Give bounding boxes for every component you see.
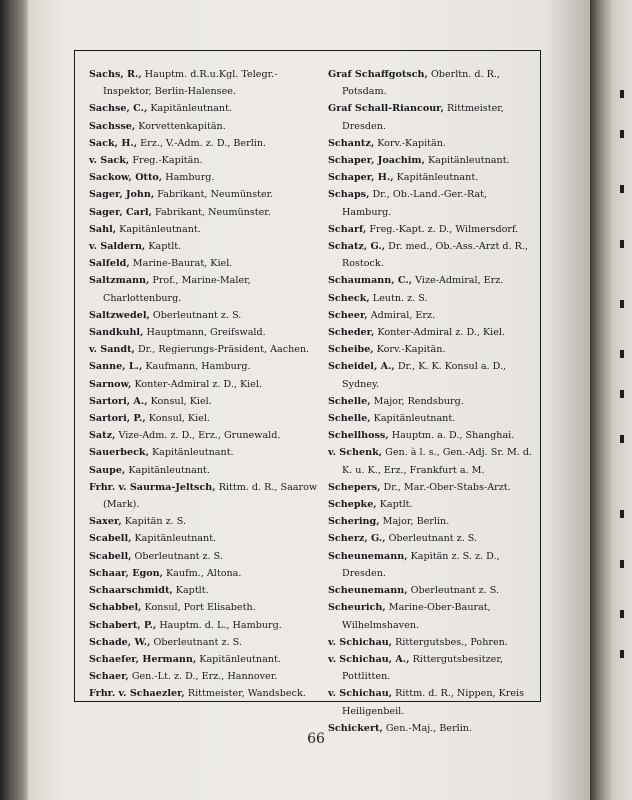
directory-entry bbox=[89, 307, 321, 324]
page-edge-mark bbox=[620, 560, 624, 568]
directory-entry bbox=[328, 496, 534, 513]
entry-name: Schaarschmidt, bbox=[89, 585, 173, 597]
entry-name: Schaps, bbox=[328, 189, 370, 201]
directory-entry bbox=[89, 685, 321, 702]
entry-description: Kapitänleutnant. bbox=[134, 533, 217, 545]
directory-entry bbox=[328, 272, 534, 289]
directory-entry bbox=[89, 152, 321, 169]
entry-name: Schade, W., bbox=[89, 636, 151, 648]
entry-description: Hauptmann, Greifswald. bbox=[146, 327, 266, 339]
entry-description: Admiral, Erz. bbox=[370, 309, 436, 321]
entry-description: Rittmeister, Wandsbeck. bbox=[187, 688, 306, 700]
directory-entry bbox=[89, 548, 321, 565]
entry-name: Schepers, bbox=[328, 481, 381, 493]
entry-name: v. Schenk, bbox=[328, 447, 383, 459]
page-edge-mark bbox=[620, 90, 624, 98]
directory-entry bbox=[89, 599, 321, 616]
entry-description: Konter-Admiral z. D., Kiel. bbox=[377, 327, 505, 339]
entry-name: v. Schichau, bbox=[328, 636, 393, 648]
directory-entry bbox=[89, 668, 321, 685]
entry-name: Salfeld, bbox=[89, 258, 130, 270]
entry-name: Sandkuhl, bbox=[89, 327, 144, 339]
entry-name: Schaper, Joachim, bbox=[328, 155, 425, 167]
directory-entry bbox=[89, 341, 321, 358]
directory-entry bbox=[89, 617, 321, 634]
entry-name: Scherz, G., bbox=[328, 533, 386, 545]
adjacent-page-edge bbox=[590, 0, 632, 800]
directory-entry bbox=[89, 565, 321, 582]
entry-description: Major, Berlin. bbox=[382, 516, 450, 528]
entry-name: Saltzwedel, bbox=[89, 309, 150, 321]
directory-entry bbox=[328, 393, 534, 410]
entry-description: Vize-Admiral, Erz. bbox=[415, 275, 504, 287]
page-edge-mark bbox=[620, 650, 624, 658]
entry-description: Hauptm. d.R.u.Kgl. Telegr.-Inspektor, Berlin-Halensee. bbox=[103, 69, 278, 98]
directory-entry bbox=[89, 410, 321, 427]
directory-entry bbox=[89, 582, 321, 599]
entry-name: Schepke, bbox=[328, 499, 377, 511]
directory-entry bbox=[328, 410, 534, 427]
directory-entry bbox=[89, 444, 321, 461]
entry-description: Freg.-Kapt. z. D., Wilmersdorf. bbox=[369, 223, 519, 235]
entry-name: Graf Schall-Riancour, bbox=[328, 103, 444, 115]
entry-description: Kaufmann, Hamburg. bbox=[145, 361, 251, 373]
directory-entry bbox=[89, 100, 321, 117]
page-edge-mark bbox=[620, 610, 624, 618]
entry-description: Dr., Mar.-Ober-Stabs-Arzt. bbox=[383, 481, 511, 493]
entry-name: Sartori, P., bbox=[89, 413, 146, 425]
directory-entry bbox=[328, 582, 534, 599]
entry-name: Sartori, A., bbox=[89, 395, 148, 407]
entry-description: Leutn. z. S. bbox=[372, 292, 428, 304]
entry-description: Kapitänleutnant. bbox=[128, 464, 210, 476]
entry-name: Sanne, L., bbox=[89, 361, 143, 373]
directory-entry bbox=[89, 513, 321, 530]
entry-description: Korv.-Kapitän. bbox=[377, 137, 446, 149]
page-edge-mark bbox=[620, 300, 624, 308]
directory-entry bbox=[328, 324, 534, 341]
directory-entry bbox=[328, 427, 534, 444]
directory-entry bbox=[89, 634, 321, 651]
entry-description: Rittergutsbesitzer, Pottlitten. bbox=[342, 653, 503, 683]
directory-entry bbox=[328, 100, 534, 134]
entry-description: Rittmeister, Dresden. bbox=[342, 103, 504, 132]
directory-entry bbox=[89, 238, 321, 255]
entry-name: Schatz, G., bbox=[328, 241, 386, 253]
directory-entry bbox=[89, 255, 321, 272]
directory-entry bbox=[328, 358, 534, 392]
directory-entry bbox=[328, 186, 534, 220]
directory-entry bbox=[328, 479, 534, 496]
entry-name: Schaumann, C., bbox=[328, 275, 413, 287]
entry-name: Sachs, R., bbox=[89, 69, 142, 80]
entry-description: Hamburg. bbox=[165, 172, 215, 184]
page-edge-mark bbox=[620, 390, 624, 398]
entry-name: Frhr. v. Saurma-Jeltsch, bbox=[89, 481, 216, 493]
entry-name: Scheibe, bbox=[328, 344, 374, 356]
entry-description: Oberleutnant z. S. bbox=[388, 533, 478, 545]
entry-name: Saltzmann, bbox=[89, 275, 150, 287]
directory-entry bbox=[328, 152, 534, 169]
entry-description: Kapitänleutnant. bbox=[199, 653, 281, 665]
page-edge-mark bbox=[620, 435, 624, 443]
entry-description: Konsul, Kiel. bbox=[150, 395, 212, 407]
directory-entry bbox=[328, 290, 534, 307]
entry-name: Scheck, bbox=[328, 292, 370, 304]
directory-entry bbox=[89, 135, 321, 152]
entry-description: Kapitänleutnant. bbox=[151, 447, 234, 459]
directory-entry bbox=[89, 204, 321, 221]
entry-name: Schellhoss, bbox=[328, 430, 389, 442]
entry-name: Sarnow, bbox=[89, 378, 132, 390]
entry-name: v. Saldern, bbox=[89, 241, 146, 253]
entry-name: v. Sandt, bbox=[89, 344, 135, 356]
entry-name: Scheer, bbox=[328, 309, 368, 321]
entry-description: Kapitän z. S. bbox=[124, 516, 187, 528]
directory-entry bbox=[89, 479, 321, 513]
entry-name: Schering, bbox=[328, 516, 380, 528]
entry-name: Schaar, Egon, bbox=[89, 567, 163, 579]
entry-name: v. Sack, bbox=[89, 155, 130, 167]
directory-entry bbox=[89, 272, 321, 306]
entry-name: Scabell, bbox=[89, 533, 132, 545]
entry-name: Schabert, P., bbox=[89, 619, 157, 631]
entry-description: Rittm. d. R., Saarow (Mark). bbox=[103, 481, 318, 511]
entry-description: Marine-Ober-Baurat, Wilhelmshaven. bbox=[342, 602, 491, 631]
entry-description: Fabrikant, Neumünster. bbox=[157, 189, 274, 201]
entry-name: Graf Schaffgotsch, bbox=[328, 69, 428, 80]
entry-description: Freg.-Kapitän. bbox=[132, 155, 203, 167]
entry-description: Kaptlt. bbox=[379, 499, 413, 511]
entry-name: Schaefer, Hermann, bbox=[89, 653, 197, 665]
entry-description: Rittergutsbes., Pohren. bbox=[395, 636, 508, 648]
entry-description: Vize-Adm. z. D., Erz., Grunewald. bbox=[118, 430, 281, 442]
entry-description: Kaufm., Altona. bbox=[166, 567, 242, 579]
entry-description: Erz., V.-Adm. z. D., Berlin. bbox=[140, 137, 267, 149]
entry-name: Sack, H., bbox=[89, 137, 138, 149]
directory-entry bbox=[89, 393, 321, 410]
entry-description: Marine-Baurat, Kiel. bbox=[132, 258, 233, 270]
entry-description: Hauptm. a. D., Shanghai. bbox=[391, 430, 515, 442]
directory-entry bbox=[89, 221, 321, 238]
entry-name: Schelle, bbox=[328, 413, 371, 425]
directory-entry bbox=[89, 376, 321, 393]
directory-entry bbox=[328, 634, 534, 651]
entry-name: Sahl, bbox=[89, 223, 117, 235]
directory-entry bbox=[328, 135, 534, 152]
entry-name: Scheunemann, bbox=[328, 585, 408, 597]
entry-description: Konsul, Port Elisabeth. bbox=[144, 602, 256, 614]
directory-entry bbox=[328, 599, 534, 633]
entry-name: v. Schichau, bbox=[328, 688, 393, 700]
directory-entry bbox=[89, 324, 321, 341]
entry-description: Kapitänleutnant. bbox=[119, 223, 201, 235]
entry-description: Dr. med., Ob.-Ass.-Arzt d. R., Rostock. bbox=[342, 241, 528, 270]
entry-name: Saupe, bbox=[89, 464, 126, 476]
entry-name: Satz, bbox=[89, 430, 116, 442]
page-number: 66 bbox=[307, 731, 325, 747]
entry-name: Scheder, bbox=[328, 327, 375, 339]
directory-entry bbox=[328, 238, 534, 272]
entry-name: Scheunemann, bbox=[328, 550, 408, 562]
entry-name: Schickert, bbox=[328, 722, 383, 734]
page-edge-mark bbox=[620, 130, 624, 138]
adjacent-page-marks bbox=[616, 90, 632, 690]
directory-entry bbox=[328, 685, 534, 719]
entry-description: Korv.-Kapitän. bbox=[376, 344, 446, 356]
directory-entry bbox=[328, 513, 534, 530]
entry-description: Kapitänleutnant. bbox=[373, 413, 456, 425]
entry-description: Dr., Ob.-Land.-Ger.-Rat, Hamburg. bbox=[342, 189, 488, 218]
entry-description: Kapitänleutnant. bbox=[150, 103, 232, 115]
directory-entry bbox=[328, 444, 534, 478]
entry-description: Gen.-Maj., Berlin. bbox=[385, 722, 473, 734]
directory-entry bbox=[328, 548, 534, 582]
entry-name: Scheurich, bbox=[328, 602, 386, 614]
entry-name: Frhr. v. Schaezler, bbox=[89, 688, 185, 700]
directory-entry bbox=[89, 186, 321, 203]
entry-description: Fabrikant, Neumünster. bbox=[154, 206, 271, 218]
entry-description: Oberleutnant z. S. bbox=[134, 550, 223, 562]
entry-description: Dr., Regierungs-Präsident, Aachen. bbox=[137, 344, 310, 356]
entry-name: Sager, Carl, bbox=[89, 206, 152, 218]
entries-column-left bbox=[89, 66, 321, 703]
entry-description: Kapitänleutnant. bbox=[396, 172, 479, 184]
entry-name: Sachsse, bbox=[89, 120, 136, 132]
directory-entry bbox=[328, 651, 534, 685]
page-edge-mark bbox=[620, 185, 624, 193]
entry-name: Sauerbeck, bbox=[89, 447, 149, 459]
directory-entry bbox=[89, 427, 321, 444]
entry-description: Oberltn. d. R., Potsdam. bbox=[342, 69, 500, 98]
directory-entry bbox=[89, 530, 321, 547]
entry-description: Konsul, Kiel. bbox=[148, 413, 210, 425]
directory-entry bbox=[328, 530, 534, 547]
directory-entry bbox=[328, 307, 534, 324]
entry-description: Korvettenkapitän. bbox=[138, 120, 226, 132]
directory-entry bbox=[328, 341, 534, 358]
entry-name: Sachse, C., bbox=[89, 103, 148, 115]
entry-description: Major, Rendsburg. bbox=[373, 395, 464, 407]
entry-name: Schantz, bbox=[328, 137, 375, 149]
directory-entry bbox=[328, 66, 534, 100]
directory-entry bbox=[328, 169, 534, 186]
entry-description: Kapitänleutnant. bbox=[427, 155, 510, 167]
entry-description: Prof., Marine-Maler, Charlottenburg. bbox=[103, 275, 251, 304]
directory-entry bbox=[328, 221, 534, 238]
entry-name: Sackow, Otto, bbox=[89, 172, 163, 184]
book-spine-shadow bbox=[0, 0, 28, 800]
entry-description: Gen.-Lt. z. D., Erz., Hannover. bbox=[131, 671, 278, 683]
entry-description: Oberleutnant z. S. bbox=[153, 636, 242, 648]
entry-description: Rittm. d. R., Nippen, Kreis Heiligenbeil. bbox=[342, 688, 525, 717]
entry-description: Kapitän z. S. z. D., Dresden. bbox=[342, 550, 500, 579]
entry-description: Kaptlt. bbox=[175, 585, 209, 597]
entry-description: Konter-Admiral z. D., Kiel. bbox=[134, 378, 263, 390]
directory-entry bbox=[89, 358, 321, 375]
entry-name: Scharf, bbox=[328, 223, 367, 235]
entry-name: Sager, John, bbox=[89, 189, 155, 201]
entry-name: Scheidel, A., bbox=[328, 361, 395, 373]
entry-name: Saxer, bbox=[89, 516, 122, 528]
entry-description: Kaptlt. bbox=[148, 241, 182, 253]
entry-name: Schelle, bbox=[328, 395, 371, 407]
page-edge-mark bbox=[620, 510, 624, 518]
entry-name: v. Schichau, A., bbox=[328, 653, 410, 665]
directory-entry bbox=[89, 66, 321, 100]
entry-name: Schaer, bbox=[89, 671, 129, 683]
directory-entry bbox=[89, 169, 321, 186]
page-edge-mark bbox=[620, 240, 624, 248]
entry-name: Schaper, H., bbox=[328, 172, 394, 184]
directory-entry bbox=[89, 118, 321, 135]
entry-description: Gen. à l. s., Gen.-Adj. Sr. M. d. K. u. K., Erz., Frankfurt a. M. bbox=[342, 447, 533, 476]
entry-description: Oberleutnant z. S. bbox=[152, 309, 242, 321]
entry-description: Oberleutnant z. S. bbox=[410, 585, 500, 597]
entry-description: Dr., K. K. Konsul a. D., Sydney. bbox=[342, 361, 507, 390]
entries-column-right bbox=[328, 66, 534, 737]
entry-name: Scabell, bbox=[89, 550, 132, 562]
entry-name: Schabbel, bbox=[89, 602, 142, 614]
directory-entry bbox=[89, 651, 321, 668]
page-edge-mark bbox=[620, 350, 624, 358]
entry-description: Hauptm. d. L., Hamburg. bbox=[159, 619, 282, 631]
directory-entry bbox=[89, 462, 321, 479]
